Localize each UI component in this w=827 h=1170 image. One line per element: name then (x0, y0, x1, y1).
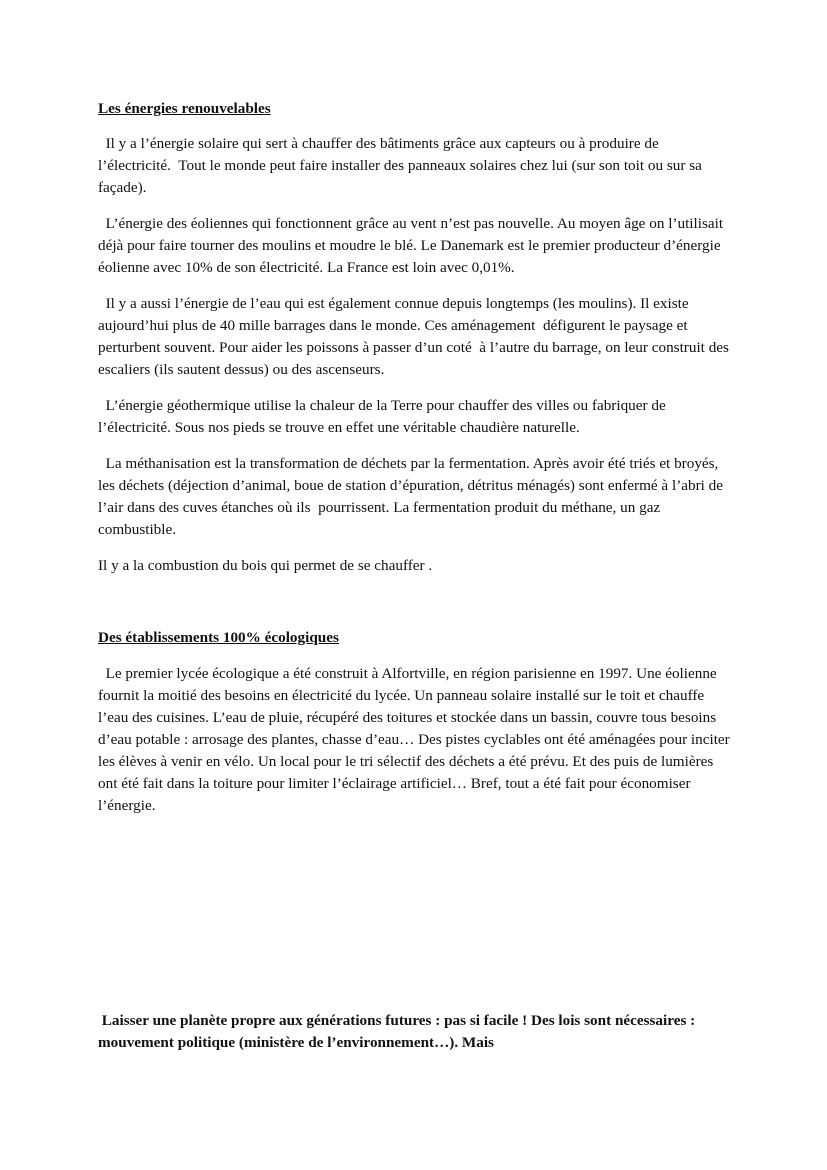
paragraph-lycee (98, 663, 734, 817)
section-heading-ecological: Des établissements 100% écologiques (98, 629, 339, 646)
paragraph-geothermal (98, 395, 734, 439)
paragraph-geothermal-text: L’énergie géothermique utilise la chaleur de la Terre pour chauffer des villes ou fabriquer de l’électricité. Sous nos pieds se trouve en effet une véritable chaudière naturelle. (98, 397, 670, 436)
paragraph-methanisation-text: La méthanisation est la transformation de déchets par la fermentation. Après avoir été triés et broyés, les déchets (déjection d’animal, boue de station d’épuration, détritus ménagés) sont enfermé à l’abri de l’air dans des cuves étanches où ils pourrissent. La fermentation produit du méthane, un gaz combustible. (98, 455, 727, 538)
section-renewable-energies (98, 98, 734, 120)
section-heading-renewable: Les énergies renouvelables (98, 100, 271, 117)
paragraph-methanisation (98, 453, 734, 541)
paragraph-water (98, 293, 734, 381)
paragraph-lycee-text: Le premier lycée écologique a été construit à Alfortville, en région parisienne en 1997. Une éolienne fournit la moitié des besoins en électricité du lycée. Un panneau solaire installé sur le toit et chauffe l’eau des cuisines. L’eau de pluie, récupéré des toitures et stockée dans un bassin, couvre tous besoins d’eau potable : arrosage des plantes, chasse d’eau… Des pistes cyclables ont été aménagées pour inciter les élèves à venir en vélo. Un local pour le tri sélectif des déchets a été prévu. Et des puis de lumières ont été fait dans la toiture pour limiter l’éclairage artificiel… Bref, tout a été fait pour économiser l’énergie. (98, 665, 734, 814)
paragraph-wood (98, 555, 734, 577)
section-ecological-buildings (98, 627, 734, 649)
paragraph-wind-text: L’énergie des éoliennes qui fonctionnent grâce au vent n’est pas nouvelle. Au moyen âge on l’utilisait déjà pour faire tourner des moulins et moudre le blé. Le Danemark est le premier producteur d’énergie éolienne avec 10% de son électricité. La France est loin avec 0,01%. (98, 215, 727, 276)
paragraph-future-generations-text: Laisser une planète propre aux générations futures : pas si facile ! Des lois sont nécessaires : mouvement politique (ministère de l’environnement…). Mais (98, 1012, 700, 1051)
paragraph-solar (98, 133, 734, 199)
paragraph-wind (98, 213, 734, 279)
paragraph-solar-text: Il y a l’énergie solaire qui sert à chauffer des bâtiments grâce aux capteurs ou à produire de l’électricité. Tout le monde peut faire installer des panneaux solaires chez lui (sur son toit ou sur sa façade). (98, 135, 706, 196)
paragraph-future-generations (98, 1010, 734, 1054)
paragraph-water-text: Il y a aussi l’énergie de l’eau qui est également connue depuis longtemps (les moulins). Il existe aujourd’hui plus de 40 mille barrages dans le monde. Ces aménagement défigurent le paysage et perturbent souvent. Pour aider les poissons à passer d’un coté à l’autre du barrage, on leur construit des escaliers (ils sautent dessus) ou des ascenseurs. (98, 295, 733, 378)
paragraph-wood-text: Il y a la combustion du bois qui permet de se chauffer . (98, 557, 433, 574)
